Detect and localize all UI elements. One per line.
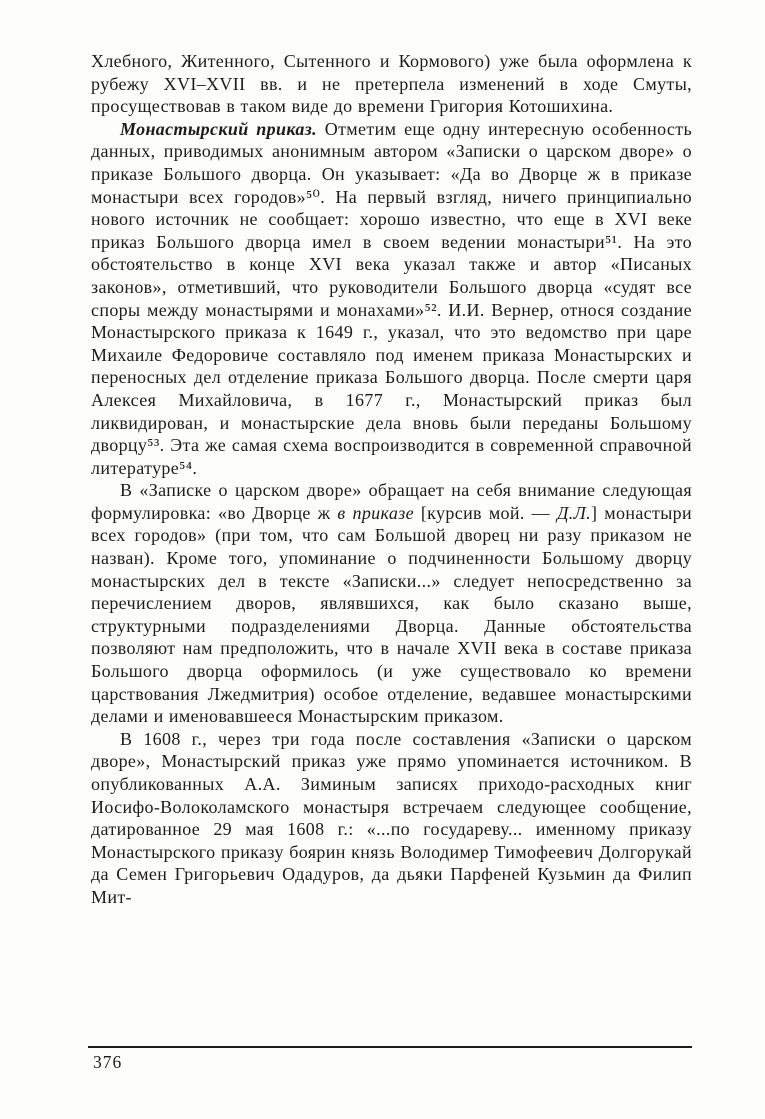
footer-rule — [88, 1046, 692, 1048]
text-segment: Монастырский приказ. — [120, 118, 317, 139]
page-text — [91, 50, 692, 909]
page-number: 376 — [93, 1052, 123, 1072]
text-segment: Отметим еще одну интересную особенность данных, приводимых анонимным автором «Записки о царском дворе» о приказе Большого дворца. Он указывает: «Да во Дворце ж в приказе монастыри всех городов»⁵⁰. На первый взгляд, ничего принципиально нового источник не сообщает: хорошо известно, что еще в XVI веке приказ Большого дворца имел в своем ведении монастыри⁵¹. На это обстоятельство в конце XVI века указал также и автор «Писаных законов», отметивший, что руководители Большого дворца «судят все споры между монастырями и монахами»⁵². И.И. Вернер, относя создание Монастырского приказа к 1649 г., указал, что это ведомство при царе Михаиле Федоровиче составляло под именем приказа Монастырских и переносных дел отделение приказа Большого дворца. После смерти царя Алексея Михайловича, в 1677 г., Монастырский приказ был ликвидирован, и монастырские дела вновь были переданы Большому дворцу⁵³. Эта же самая схема воспроизводится в современной справочной литературе⁵⁴. — [91, 118, 693, 478]
text-segment: в приказе — [337, 502, 414, 523]
text-segment: В 1608 г., через три года после составления «Записки о царском дворе», Монастырский приказ уже прямо упоминается источником. В опубликованных А.А. Зиминым записях приходо-расходных книг Иосифо-Волоколамского монастыря встречаем следующее сообщение, датированное 29 мая 1608 г.: «...по государеву... именному приказу Монастырского приказу боярин князь Володимер Тимофеевич Долгорукай да Семен Григорьевич Одадуров, да дьяки Парфеней Кузьмин да Филип Мит- — [91, 728, 692, 907]
text-segment: [курсив мой. — — [413, 502, 557, 523]
paragraph — [91, 118, 692, 480]
text-segment: В «Записке о царском дворе» обращает на себя внимание следующая формулировка: «во Дворце ж — [91, 480, 692, 523]
text-segment: ] монастыри всех городов» (при том, что сам Большой дворец ни разу приказом не назван). Кроме того, упоминание о подчиненности Большому дворцу монастырских дел в тексте «Записки...» следует непосредственно за перечислением дворов, являвшихся, как было сказано выше, структурными подразделениями Дворца. Данные обстоятельства позволяют нам предположить, что в начале XVII века в составе приказа Большого дворца оформилось (и уже существовало ко времени царствования Лжедмитрия) особое отделение, ведавшее монастырскими делами и именовавшееся Монастырским приказом. — [91, 502, 692, 727]
text-segment: Хлебного, Житенного, Сытенного и Кормового) уже была оформлена к рубежу XVI–XVII вв. и не претерпела изменений в ходе Смуты, просуществовав в таком виде до времени Григория Котошихина. — [91, 51, 692, 117]
text-segment: Д.Л. — [556, 502, 591, 523]
paragraph — [91, 479, 692, 728]
paragraph — [91, 728, 692, 909]
paragraph — [91, 50, 692, 118]
